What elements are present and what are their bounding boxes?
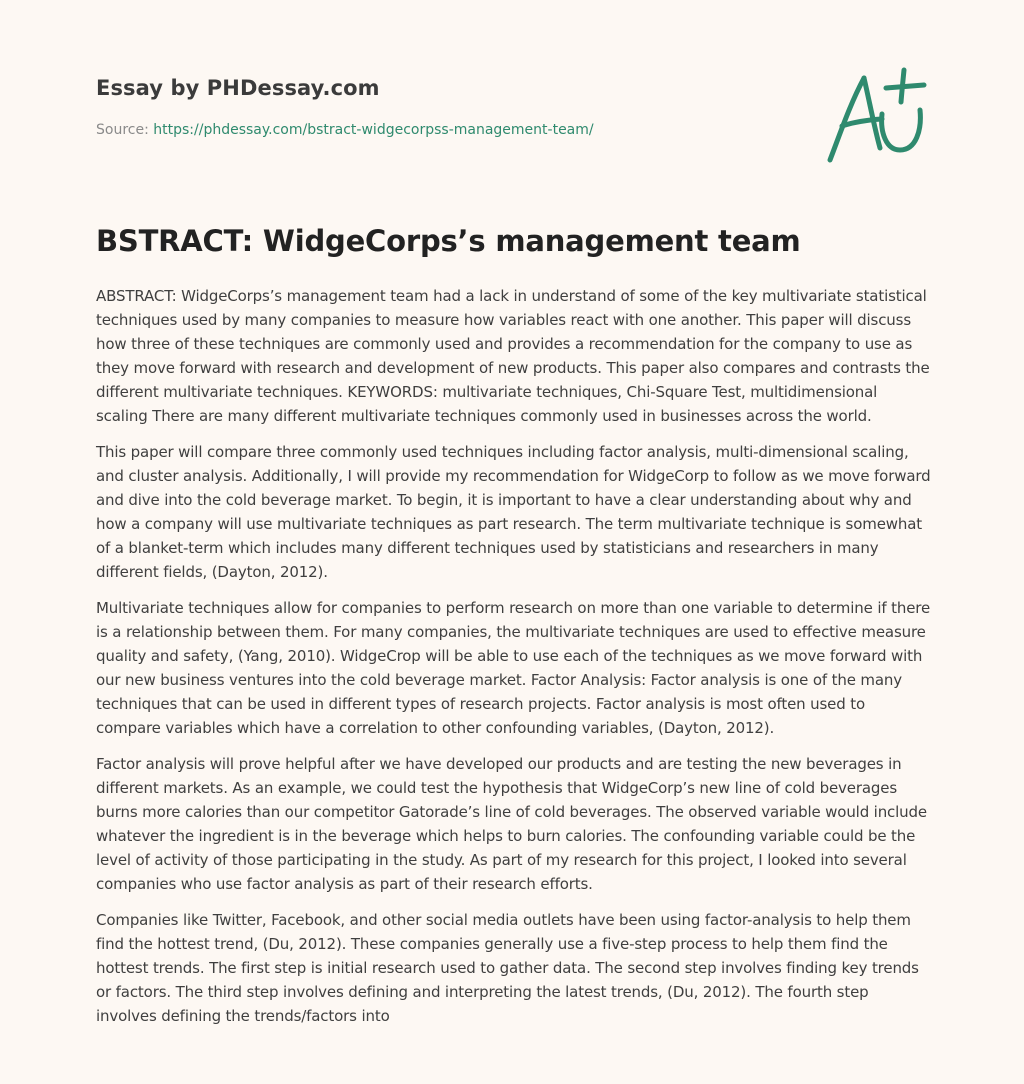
source-link[interactable]: https://phdessay.com/bstract-widgecorpss-management-team/	[153, 122, 594, 138]
essay-body	[96, 284, 932, 1040]
page-header	[96, 76, 796, 138]
essay-paragraph: ABSTRACT: WidgeCorps’s management team had a lack in understand of some of the key multivariate statistical techniques used by many companies to measure how variables react with one another. This paper will discuss how three of these techniques are commonly used and provides a recommendation for the company to use as they move forward with research and development of new products. This paper also compares and contrasts the different multivariate techniques. KEYWORDS: multivariate techniques, Chi-Square Test, multidimensional scaling There are many different multivariate techniques commonly used in businesses across the world.	[96, 287, 930, 425]
essay-paragraph: Multivariate techniques allow for companies to perform research on more than one variable to determine if there is a relationship between them. For many companies, the multivariate techniques are used to effective measure quality and safety, (Yang, 2010). WidgeCrop will be able to use each of the techniques as we move forward with our new business ventures into the cold beverage market. Factor Analysis: Factor analysis is one of the many techniques that can be used in different types of research projects. Factor analysis is most often used to compare variables which have a correlation to other confounding variables, (Dayton, 2012).	[96, 599, 931, 737]
source-label: Source:	[96, 122, 149, 138]
site-title: Essay by PHDessay.com	[96, 76, 380, 100]
a-plus-grade-icon	[820, 64, 932, 168]
source-line	[96, 122, 796, 138]
a-plus-logo-svg	[820, 64, 932, 168]
essay-title: BSTRACT: WidgeCorps’s management team	[96, 224, 801, 258]
essay-paragraph: Factor analysis will prove helpful after we have developed our products and are testing the new beverages in different markets. As an example, we could test the hypothesis that WidgeCorp’s new line of cold beverages burns more calories than our competitor Gatorade’s line of cold beverages. The observed variable would include whatever the ingredient is in the beverage which helps to burn calories. The confounding variable could be the level of activity of those participating in the study. As part of my research for this project, I looked into several companies who use factor analysis as part of their research efforts.	[96, 755, 927, 893]
essay-paragraph: This paper will compare three commonly used techniques including factor analysis, multi-dimensional scaling, and cluster analysis. Additionally, I will provide my recommendation for WidgeCorp to follow as we move forward and dive into the cold beverage market. To begin, it is important to have a clear understanding about why and how a company will use multivariate techniques as part research. The term multivariate technique is somewhat of a blanket-term which includes many different techniques used by statisticians and researchers in many different fields, (Dayton, 2012).	[96, 443, 931, 581]
essay-paragraph: Companies like Twitter, Facebook, and other social media outlets have been using factor-analysis to help them find the hottest trend, (Du, 2012). These companies generally use a five-step process to help them find the hottest trends. The first step is initial research used to gather data. The second step involves finding key trends or factors. The third step involves defining and interpreting the latest trends, (Du, 2012). The fourth step involves defining the trends/factors into	[96, 911, 919, 1025]
